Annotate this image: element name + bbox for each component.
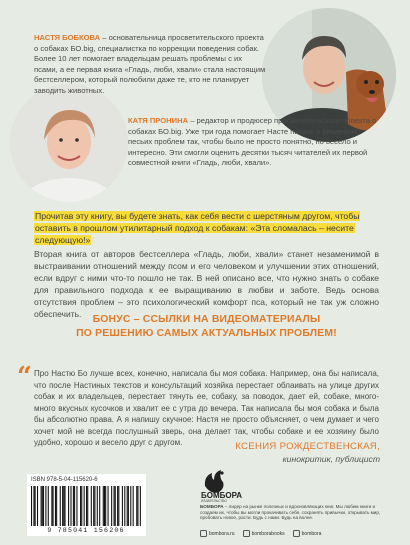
author-bio-nastya — [34, 33, 266, 97]
barcode-bar — [64, 486, 65, 526]
barcode-bar — [94, 486, 95, 526]
barcode-bar — [48, 486, 49, 526]
publisher-blurb-text: – лидер на рынке полезных и вдохновляющих книг. Мы любим книги и создаем их, чтобы вы могли прокачивать себя, сохранять привычки, открывать мир, пробовать новое, расти. Будь с нами. Будь на волне. — [200, 504, 381, 521]
barcode-bar — [140, 486, 141, 526]
lead-highlight: Прочитав эту книгу, вы будете знать, как себя вести с шерстяным другом, чтобы оставить в прошлом утилитарный подход к собакам: «Эта сломалась – несите следующую!» — [35, 211, 360, 245]
barcode-bar — [103, 486, 104, 526]
barcode-bar — [33, 486, 34, 526]
logo-wordmark: БОМБОРА — [201, 491, 243, 500]
bonus-headline — [34, 313, 379, 341]
barcode-bar — [62, 486, 63, 526]
barcode-bar — [63, 486, 64, 526]
barcode-bar — [53, 486, 54, 526]
social-instagram-label: bombora — [301, 530, 322, 537]
barcode-bar — [84, 486, 85, 526]
review-quote: Про Настю Бо лучше всех, конечно, написала бы моя собака. Например, она бы написала, что после Настиных текстов и консультаций хозяйка перестает облаивать на улице других собак и их владельцев, перестает тянуть ее, собаку, за поводок, дает ей, собаке, много-много вкусных кусочков и хвалит ее с утра до вечера. Так написала бы моя собака и была бы абсолютно права. А я напишу скучное: Настя не просто объясняет, о чем думает и чего хочет мой не всегда послушный зверь, она делает так, чтобы собаке и ее хозяину было удобно, хорошо и весело друг с другом. — [34, 369, 379, 447]
barcode-bar — [43, 486, 44, 526]
barcode-bar — [93, 486, 94, 526]
lead-paragraph — [34, 211, 379, 246]
barcode-bar — [81, 486, 82, 526]
publisher-blurb-name: БОМБОРА — [200, 504, 224, 509]
barcode — [27, 474, 146, 536]
barcode-bar — [122, 486, 123, 526]
bonus-line-2: ПО РЕШЕНИЮ САМЫХ АКТУАЛЬНЫХ ПРОБЛЕМ! — [76, 328, 337, 339]
bombora-logo — [199, 468, 259, 502]
barcode-bar — [130, 486, 131, 526]
barcode-bar — [60, 486, 61, 526]
isbn-label: ISBN 978-5-04-115620-6 — [31, 477, 98, 483]
barcode-bar — [137, 486, 138, 526]
author-photo-katya — [10, 84, 128, 202]
barcode-bar — [91, 486, 92, 526]
barcode-bar — [80, 486, 81, 526]
quote-attribution — [235, 441, 380, 465]
logo-subtitle: ИЗДАТЕЛЬСТВО — [201, 499, 227, 502]
quote-author-name: КСЕНИЯ РОЖДЕСТВЕНСКАЯ, — [235, 441, 380, 452]
author-name-katya: КАТЯ ПРОНИНА — [128, 116, 189, 125]
barcode-bar — [51, 486, 52, 526]
barcode-bar — [111, 486, 112, 526]
social-instagram[interactable] — [293, 530, 322, 537]
vk-icon — [243, 530, 250, 537]
social-website-label: bombora.ru — [209, 530, 235, 537]
woman-portrait-image — [10, 84, 128, 202]
barcode-bars-icon — [31, 486, 141, 526]
author-name-nastya: НАСТЯ БОБКОВА — [34, 33, 101, 42]
barcode-bar — [127, 486, 128, 526]
quote-mark-icon: “ — [17, 362, 32, 392]
barcode-bar — [128, 486, 129, 526]
author-bio-katya — [128, 116, 378, 169]
barcode-bar — [87, 486, 88, 526]
barcode-bar — [73, 486, 74, 526]
barcode-bar — [124, 486, 125, 526]
social-website[interactable] — [200, 530, 235, 537]
barcode-bar — [86, 486, 87, 526]
social-vk[interactable] — [243, 530, 285, 537]
barcode-bar — [115, 486, 116, 526]
barcode-bar — [97, 486, 98, 526]
barcode-bar — [42, 486, 43, 526]
quote-author-role: кинокритик, публицист — [282, 454, 380, 464]
barcode-bar — [37, 486, 38, 526]
barcode-bar — [108, 486, 109, 526]
barcode-bar — [117, 486, 118, 526]
barcode-bar — [114, 486, 115, 526]
barcode-bar — [35, 486, 36, 526]
barcode-bar — [41, 486, 42, 526]
barcode-bar — [70, 486, 71, 526]
barcode-bar — [55, 486, 56, 526]
instagram-icon — [293, 530, 300, 537]
barcode-bar — [45, 486, 46, 526]
publisher-blurb — [200, 504, 382, 521]
barcode-bar — [74, 486, 75, 526]
description-paragraph: Вторая книга от авторов бестселлера «Гладь, люби, хвали» станет незаменимой в выстраивании отношений между псом и его человеком и улучшении этих отношений, если вдруг с ними что-то пошло не так. В ней описано все, что нужно знать о собаке для правильного подхода к ее выращиванию в любви и заботе. Ведь основа отсутствия проблем – это психологический комфорт пса, который не так уж сложно обеспечить. — [34, 249, 379, 319]
social-vk-label: bomborabooks — [251, 530, 285, 537]
publisher-socials — [200, 530, 321, 537]
barcode-bar — [56, 486, 57, 526]
barcode-bar — [68, 486, 69, 526]
barcode-bar — [118, 486, 119, 526]
barcode-bar — [104, 486, 105, 526]
barcode-bar — [99, 486, 100, 526]
barcode-bar — [31, 486, 32, 526]
barcode-bar — [105, 486, 106, 526]
author-bio-text: – основательница просветительского проекта о собаках БО.big, специалистка по коррекции поведения собак. Более 10 лет помогает владельцам решать проблемы с их псами, а ее первая книга «Гладь, люби, хвали» стала настоящим бестселлером, который полюбили даже те, кто не планирует заводить животных. — [34, 33, 266, 95]
barcode-bar — [136, 486, 137, 526]
barcode-bar — [133, 486, 134, 526]
barcode-number: 9 785041 156206 — [47, 527, 125, 534]
author-bio-text: – редактор и продюсер просветительского проекта о собаках БО.big. Уже три года помогает Насте писать о решениях песьих проблем так, чтобы было не просто понятно, но весело и интересно. Эти смогли оценить десятки тысяч читателей их первой совместной книги «Гладь, люби, хвали». — [128, 116, 377, 168]
barcode-bar — [76, 486, 77, 526]
bonus-line-1: БОНУС – ССЫЛКИ НА ВИДЕОМАТЕРИАЛЫ — [92, 314, 321, 325]
globe-icon — [200, 530, 207, 537]
